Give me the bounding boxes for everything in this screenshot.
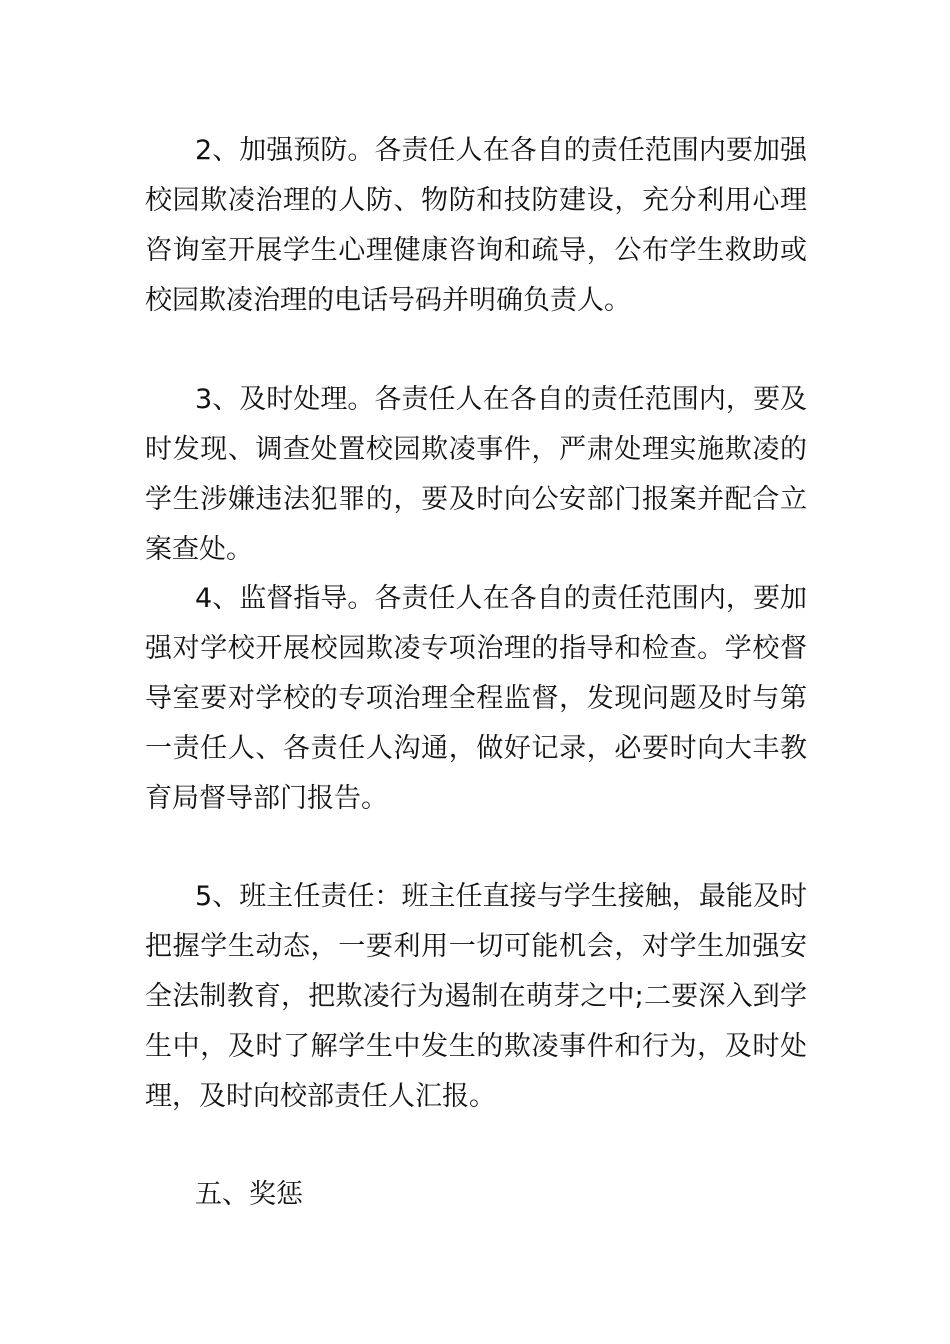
paragraph-class-teacher-duty: 5、班主任责任：班主任直接与学生接触，最能及时把握学生动态，一要利用一切可能机会，对学生加强安全法制教育，把欺凌行为遏制在萌芽之中;二要深入到学生中，及时了解学生中发生的欺凌事件和行为，及时处理，及时向校部责任人汇报。: [145, 881, 807, 1112]
section-heading-rewards-penalties: 五、奖惩: [195, 1179, 303, 1210]
paragraph-timely-handling: 3、及时处理。各责任人在各自的责任范围内，要及时发现、调查处置校园欺凌事件，严肃处理实施欺凌的学生涉嫌违法犯罪的，要及时向公安部门报案并配合立案查处。: [145, 384, 807, 565]
paragraph-prevention: 2、加强预防。各责任人在各自的责任范围内要加强校园欺凌治理的人防、物防和技防建设，充分利用心理咨询室开展学生心理健康咨询和疏导，公布学生救助或校园欺凌治理的电话号码并明确负责人。: [145, 135, 807, 316]
paragraph-supervision: 4、监督指导。各责任人在各自的责任范围内，要加强对学校开展校园欺凌专项治理的指导和检查。学校督导室要对学校的专项治理全程监督，发现问题及时与第一责任人、各责任人沟通，做好记录，必要时向大丰教育局督导部门报告。: [145, 583, 807, 814]
